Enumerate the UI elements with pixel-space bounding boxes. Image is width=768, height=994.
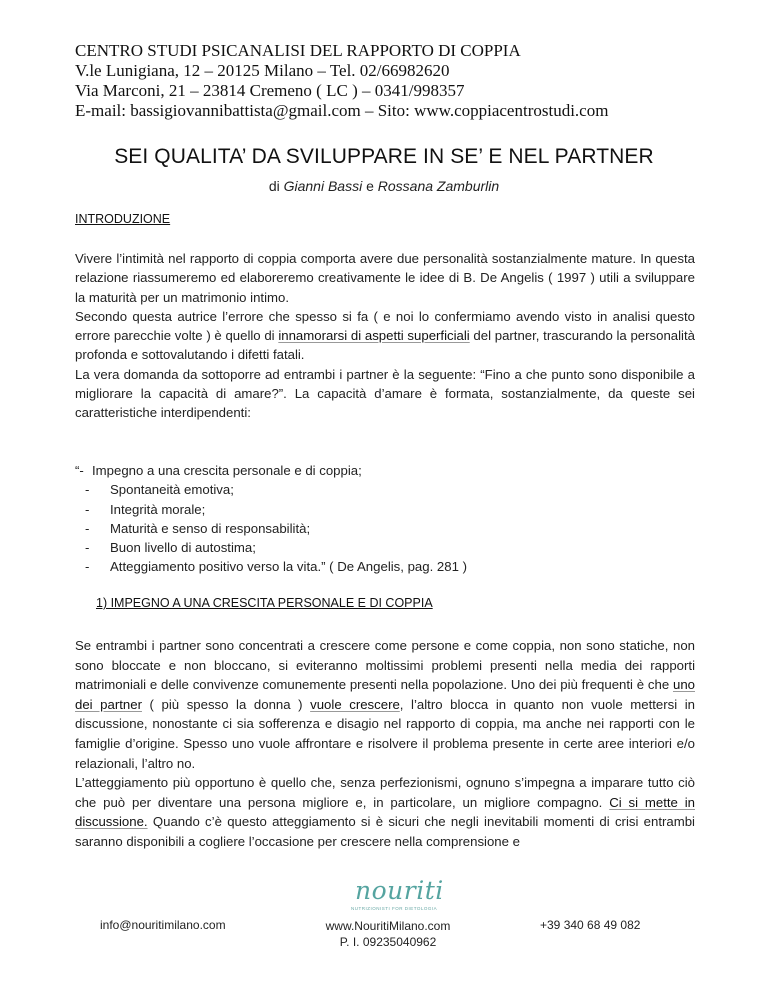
intro-paragraph-2 [75,307,695,365]
footer-website: www.NouritiMilano.com [325,919,451,933]
intro-body [75,249,695,423]
letterhead-line-organization: CENTRO STUDI PSICANALISI DEL RAPPORTO DI COPPIA [75,41,521,60]
letterhead-line-contacts: E-mail: bassigiovannibattista@gmail.com – Sito: www.coppiacentrostudi.com [75,101,609,120]
list-item [75,500,695,519]
list-dash: - [85,559,90,575]
intro-paragraph-3: La vera domanda da sottoporre ad entrambi i partner è la seguente: “Fino a che punto sono disponibile a migliorare la capacità di amare?”. La capacità d’amare è formata, sostanzialmente, da queste sei caratteristiche interdipendenti: [75,366,695,421]
section-1-highlight-discussione: Ci si mette in discussione. [75,794,695,830]
footer-email: info@nouritimilano.com [100,918,226,932]
qualities-list [75,461,695,577]
list-dash: “- [75,463,84,478]
list-dash: - [85,540,90,556]
byline [0,178,768,194]
section-1-paragraph-1-text-c: , l’altro blocca in quanto non vuole mettersi in discussione, nonostante ci sia sofferenza e disagio nel rapporto di coppia, ma anche nei rapporti con le famiglie d’origine. Spesso uno vuole affrontare e risolvere il problema presente in certe aree interiori e/o relazionali, l’altro no. [75,696,696,771]
list-item-text: Atteggiamento positivo verso la vita.” ( De Angelis, pag. 281 ) [110,559,467,575]
nouriti-logo [349,876,444,916]
section-1-paragraph-1-text-a: Se entrambi i partner sono concentrati a crescere come persone e come coppia, non sono statiche, non sono bloccate e non bloccano, si eviteranno moltissimi problemi presenti nella media dei rapporti matrimoniali e delle convivenze comunemente presenti nella popolazione. Uno dei più frequenti è che [75,638,695,693]
logo-tagline: NUTRIZIONISTI FOR DIETOLOGIA [351,906,438,911]
letterhead-line-cremeno-address: Via Marconi, 21 – 23814 Cremeno ( LC ) – 0341/998357 [75,81,465,100]
list-item-text: Impegno a una crescita personale e di coppia; [92,463,362,478]
list-dash: - [85,520,90,536]
byline-conjunction: e [366,178,374,194]
list-item [75,519,695,538]
section-1-heading: 1) IMPEGNO A UNA CRESCITA PERSONALE E DI COPPIA [96,596,433,610]
section-1-highlight-crescere: vuole crescere [310,696,400,712]
list-item [75,538,695,557]
byline-author-1: Gianni Bassi [283,178,363,194]
list-item [75,480,695,499]
list-item [75,557,695,576]
list-item-text: Integrità morale; [110,501,206,517]
footer-phone: +39 340 68 49 082 [540,918,641,932]
section-1-paragraph-2-text-b: Quando c’è questo atteggiamento si è sicuri che negli inevitabili momenti di crisi entrambi saranno disponibili a cogliere l’occasione per crescere nella comprensione e [75,814,695,849]
intro-paragraph-2-text-b: del partner, trascurando la personalità profonda e sottovalutando i difetti fatali. [75,328,695,363]
list-item-text: Maturità e senso di responsabilità; [110,520,311,536]
section-1-paragraph-2 [75,773,695,851]
byline-author-2: Rossana Zamburlin [377,178,500,194]
section-1-body [75,636,695,852]
list-item-text: Buon livello di autostima; [110,540,256,556]
intro-heading: INTRODUZIONE [75,212,171,226]
list-dash: - [85,501,90,517]
intro-paragraph-2-text-a: Secondo questa autrice l’errore che spesso si fa ( e noi lo confermiamo avendo visto in analisi questo errore parecchie volte ) è quello di [75,308,695,344]
intro-paragraph-1: Vivere l’intimità nel rapporto di coppia comporta avere due personalità sostanzialmente mature. In questa relazione riassumeremo ed elaboreremo creativamente le idee di B. De Angelis ( 1997 ) utili a sviluppare la maturità per un matrimonio intimo. [75,251,695,305]
section-1-paragraph-1-text-b: ( più spesso la donna ) [141,696,311,712]
letterhead [75,41,715,121]
list-item-text: Spontaneità emotiva; [110,482,234,498]
list-item [75,461,695,480]
section-1-paragraph-1 [75,636,695,773]
footer-vat: P. I. 09235040962 [339,935,437,949]
list-dash: - [85,482,90,498]
section-1-paragraph-2-text-a: L’atteggiamento più opportuno è quello che, senza perfezionismi, ognuno s’impegna a imparare tutto ciò che può per diventare una persona migliore e, in particolare, un migliore compagno. [75,775,695,810]
byline-prefix: di [268,178,280,194]
footer-website-block [313,918,463,950]
document-title: SEI QUALITA’ DA SVILUPPARE IN SE’ E NEL PARTNER [114,145,654,168]
logo-wordmark: nouriti [355,876,444,905]
letterhead-line-milano-address: V.le Lunigiana, 12 – 20125 Milano – Tel. 02/66982620 [75,61,450,80]
intro-paragraph-2-highlight: innamorarsi di aspetti superficiali [278,328,470,344]
section-1-highlight-partner: uno dei partner [75,677,695,712]
